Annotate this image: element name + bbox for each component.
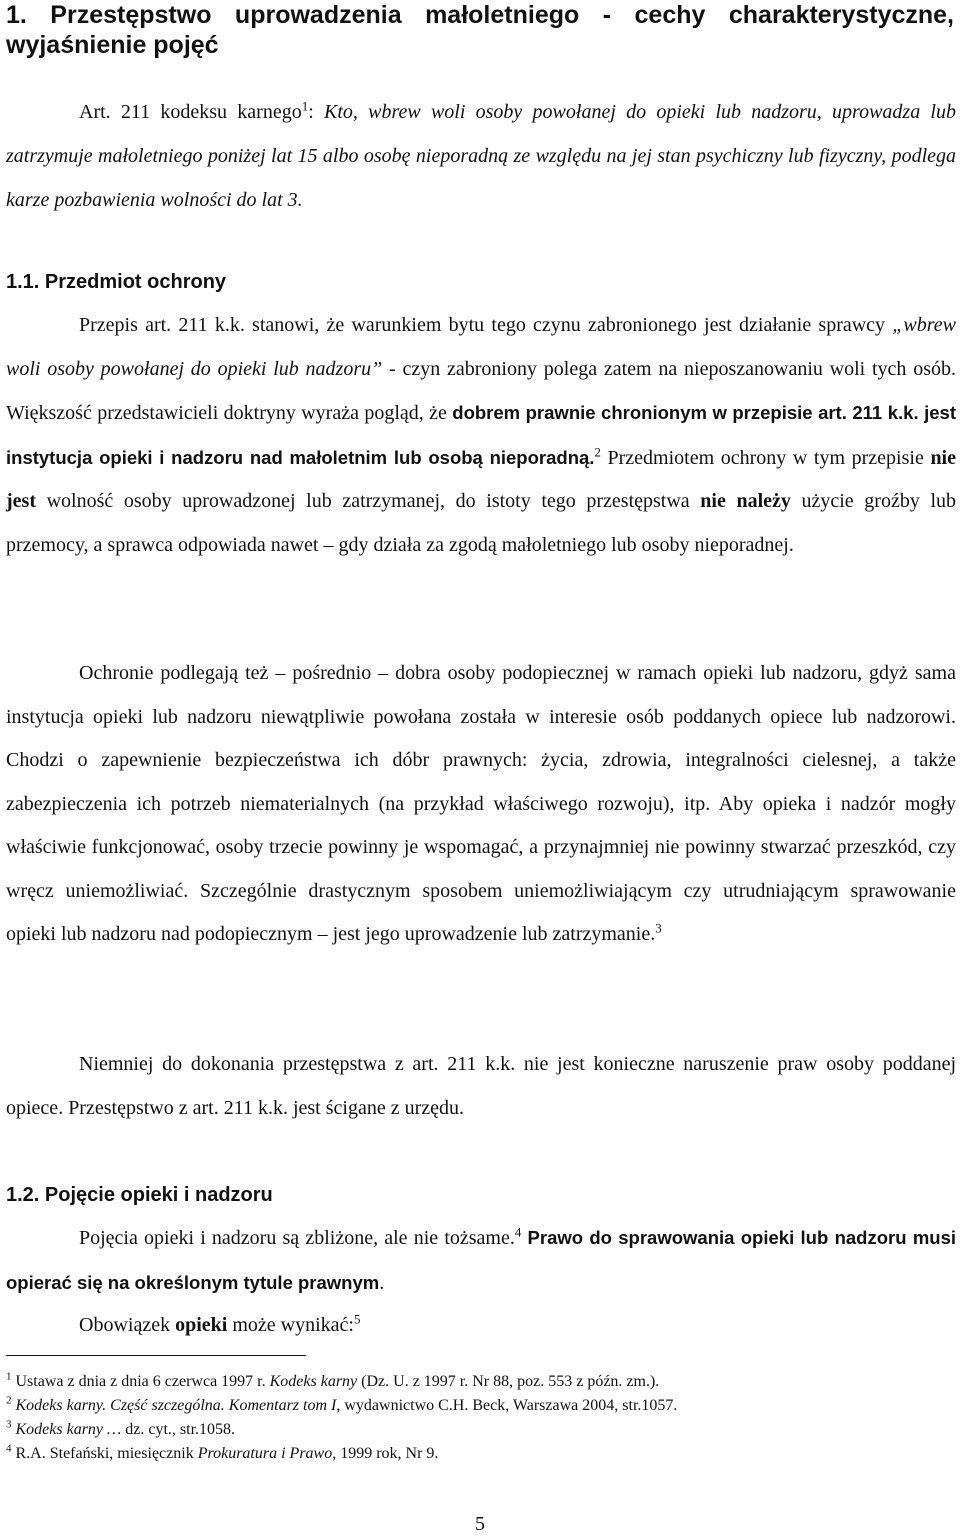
footnote-separator [6,1355,306,1356]
text-run: , wydawnictwo C.H. Beck, Warszawa 2004, str.1057. [336,1397,678,1414]
bold-run: dobrem prawnie chronionym w przepisie art. 211 k.k. jest instytucja opieki i nadzoru nad małoletnim lub osobą nieporadną. [6,402,956,468]
text-run: Obowiązek [79,1314,176,1336]
article-prefix: Art. 211 kodeksu karnego [79,101,302,123]
text-run: (Dz. U. z 1997 r. Nr 88, poz. 553 z późn. zm.). [357,1373,660,1390]
italic-run: Kodeks karny [269,1373,358,1390]
quote-run: „wbrew woli osoby powołanej do opieki lub nadzoru” [6,314,956,380]
text-run: . [379,1271,385,1294]
article-colon: : [308,101,324,123]
footnote-number: 4 [6,1442,12,1455]
bold-run: nie należy [700,490,791,512]
text-run: , 1999 rok, Nr 9. [332,1445,439,1462]
footnote-3 [6,1418,956,1442]
footnote-2 [6,1394,956,1418]
bold-run: Prawo do sprawowania opieki lub nadzoru musi opierać się na określonym tytule prawnym [6,1227,956,1293]
footnote-4 [6,1442,956,1466]
text-run: Przepis art. 211 k.k. stanowi, że warunkiem bytu tego czynu zabronionego jest działanie sprawcy [79,314,893,336]
text-run: R.A. Stefański, miesięcznik [15,1445,198,1462]
footnote-1 [6,1370,956,1394]
footnote-number: 2 [6,1394,12,1407]
text-run: użycie groźby lub przemocy, a sprawca odpowiada nawet – gdy działa za zgodą małoletniego lub osoby nieporadnej. [6,490,957,556]
paragraph-object-of-protection [6,304,956,567]
text-run: Ochronie podlegają też – pośrednio – dobra osoby podopiecznej w ramach opieki lub nadzoru, gdyż sama instytucja opieki lub nadzoru niewątpliwie powołana została w interesie osób poddanych opiece lub nadzorowi. Chodzi o zapewnienie bezpieczeństwa ich dóbr prawnych: życia, zdrowia, integralności cielesnej, a także zabezpieczenia ich potrzeb niematerialnych (na przykład właściwego rozwoju), itp. Aby opieka i nadzór mogły właściwie funkcjonować, osoby trzecie powinny je wspomagać, a przynajmniej nie powinny stwarzać przeszkód, czy wręcz uniemożliwiać. Szczególnie drastycznym sposobem uniemożliwiającym czy utrudniającym sprawowanie opieki lub nadzoru nad podopiecznym – jest jego uprowadzenie lub zatrzymanie. [6,662,956,945]
text-run: Pojęcia opieki i nadzoru są zbliżone, ale nie tożsame. [79,1227,515,1249]
section-heading-1-2: 1.2. Pojęcie opieki i nadzoru [6,1184,273,1206]
paragraph-duty [6,1304,956,1348]
text-run: może wynikać: [227,1314,354,1336]
footnote-ref-3[interactable]: 3 [655,920,662,936]
text-run: Przedmiotem ochrony w tym przepisie [600,446,931,469]
text-run: wolność osoby uprowadzonej lub zatrzymanej, do istoty tego przestępstwa [35,490,701,512]
text-run: Ustawa z dnia z dnia 6 czerwca 1997 r. [15,1373,270,1390]
bold-run: nie jest [6,446,956,512]
footnote-ref-2[interactable]: 2 [594,443,601,459]
footnote-number: 3 [6,1418,12,1431]
bold-run: opieki [175,1314,228,1336]
footnote-number: 1 [6,1370,12,1383]
text-run: - czyn zabroniony polega zatem na nieposzanowaniu woli tych osób. Większość przedstawicieli doktryny wyraża pogląd, że [6,357,956,424]
chapter-heading: 1. Przestępstwo uprowadzenia małoletniego - cechy charakterystyczne, wyjaśnienie pojęć [6,1,954,59]
article-quote: Kto, wbrew woli osoby powołanej do opieki lub nadzoru, uprowadza lub zatrzymuje małoletniego poniżej lat 15 albo osobę nieporadną ze względu na jej stan psychiczny lub fizyczny, podlega karze pozbawienia wolności do lat 3. [6,101,956,211]
page-number: 5 [475,1513,485,1535]
italic-run: Prokuratura i Prawo [197,1445,333,1462]
paragraph-concepts [6,1216,956,1305]
footnote-ref-1[interactable]: 1 [301,98,309,114]
italic-run: Kodeks karny … [15,1421,122,1438]
paragraph-prosecution: Niemniej do dokonania przestępstwa z art. 211 k.k. nie jest konieczne naruszenie praw osoby poddanej opiece. Przestępstwo z art. 211 k.k. jest ścigane z urzędu. [6,1053,956,1119]
text-run: dz. cyt., str.1058. [121,1421,236,1438]
footnote-ref-4[interactable]: 4 [514,1224,522,1240]
section-heading-1-1: 1.1. Przedmiot ochrony [6,271,227,293]
article-paragraph [6,90,956,222]
footnote-ref-5[interactable]: 5 [353,1311,361,1327]
italic-run: Kodeks karny. Część szczególna. Komentarz tom I [15,1397,337,1414]
paragraph-indirect-protection [6,652,956,957]
